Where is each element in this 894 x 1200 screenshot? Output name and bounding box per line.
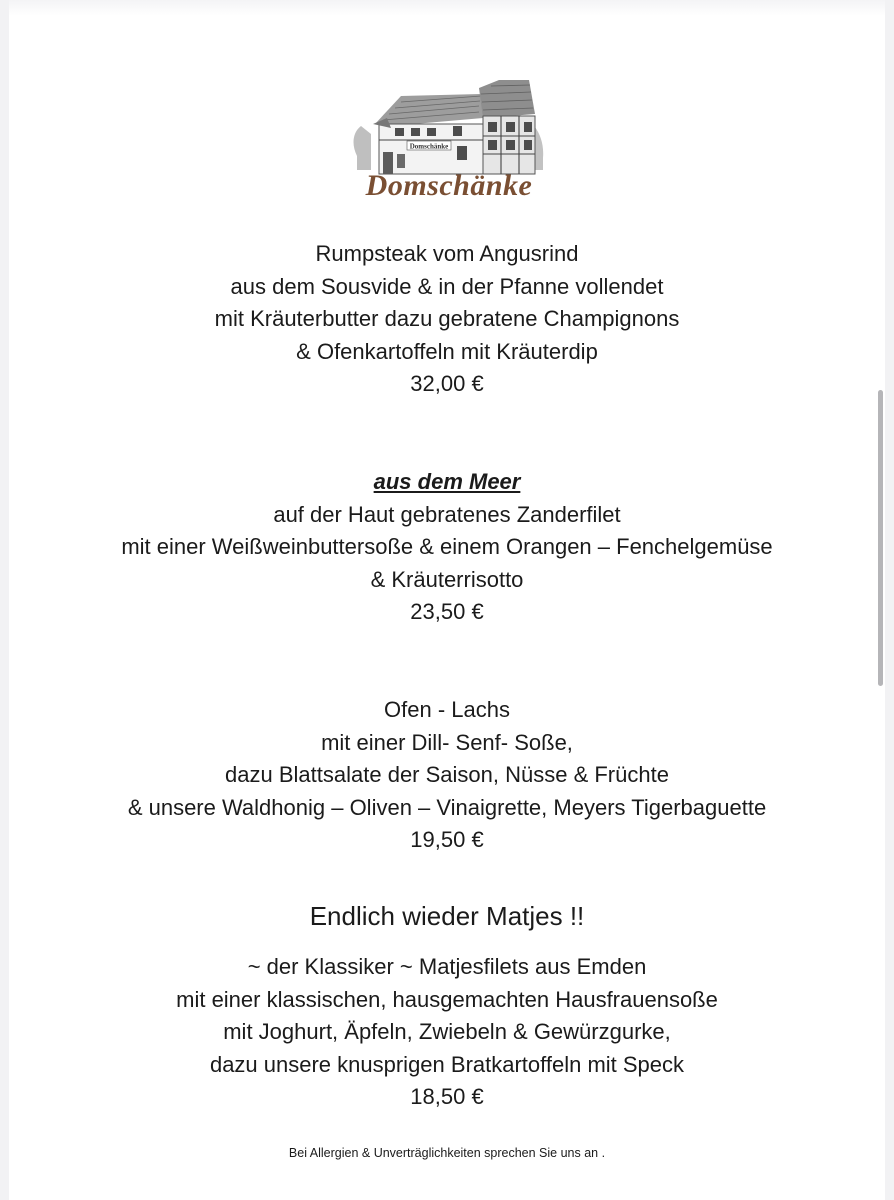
dish-line: mit einer klassischen, hausgemachten Hausfrauensoße (176, 986, 718, 1012)
dish-line: & unsere Waldhonig – Oliven – Vinaigrette, Meyers Tigerbaguette (127, 794, 767, 820)
dish-line: mit Kräuterbutter dazu gebratene Champignons (214, 306, 680, 331)
restaurant-logo (331, 74, 567, 202)
dish-line: & Kräuterrisotto (370, 566, 524, 592)
dish-line: mit einer Dill- Senf- Soße, (321, 729, 573, 755)
vertical-scrollbar[interactable] (878, 390, 883, 686)
dish-ofen-lachs (9, 694, 885, 857)
dish-line: mit Joghurt, Äpfeln, Zwiebeln & Gewürzgurke, (223, 1019, 671, 1044)
dish-line: mit einer Weißweinbuttersoße & einem Orangen – Fenchelgemüse (121, 534, 773, 559)
dish-price: 23,50 € (410, 599, 484, 624)
top-strip (9, 0, 885, 16)
dish-line: ~ der Klassiker ~ Matjesfilets aus Emden (247, 954, 647, 979)
dish-zanderfilet (9, 466, 885, 629)
section-heading: aus dem Meer (373, 469, 521, 494)
dish-matjes (9, 951, 885, 1114)
menu-page (9, 0, 885, 1200)
logo-wordmark: Domschänke (365, 169, 533, 202)
dish-line: dazu unsere knusprigen Bratkartoffeln mit Speck (209, 1051, 685, 1077)
dish-line: auf der Haut gebratenes Zanderfilet (273, 501, 621, 527)
dish-line: aus dem Sousvide & in der Pfanne vollendet (230, 273, 664, 299)
building-sketch (331, 74, 567, 202)
dish-line: Ofen - Lachs (384, 697, 510, 722)
dish-price: 32,00 € (410, 371, 484, 396)
dish-price: 19,50 € (410, 827, 484, 852)
dish-price: 18,50 € (410, 1084, 484, 1109)
dish-line: & Ofenkartoffeln mit Kräuterdip (296, 338, 598, 364)
allergy-note: Bei Allergien & Unverträglichkeiten sprechen Sie uns an . (288, 1146, 606, 1160)
building-sign-text: Domschänke (409, 142, 449, 151)
dish-rumpsteak (9, 238, 885, 401)
dish-line: dazu Blattsalate der Saison, Nüsse & Früchte (225, 762, 669, 787)
dish-line: Rumpsteak vom Angusrind (315, 241, 579, 266)
matjes-heading: Endlich wieder Matjes !! (309, 901, 585, 931)
